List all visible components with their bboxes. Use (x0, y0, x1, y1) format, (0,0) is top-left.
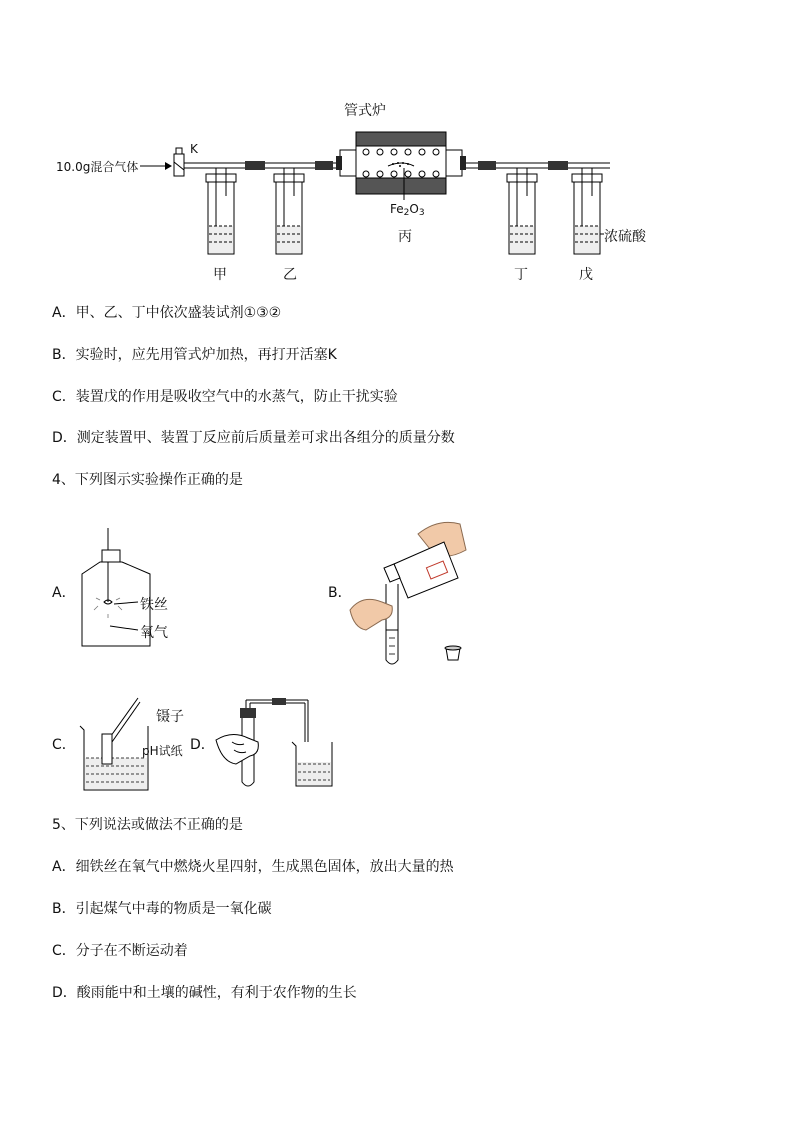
furnace-label: 管式炉 (344, 103, 386, 119)
q3-option-b: B．实验时，应先用管式炉加热，再打开活塞K (52, 347, 337, 363)
q4-option-d-label: D． (190, 737, 215, 753)
q5-option-b: B．引起煤气中毒的物质是一氧化碳 (52, 901, 272, 917)
acid-label: 浓硫酸 (604, 229, 646, 245)
inlet-label: 10.0g混合气体 (56, 160, 139, 174)
label-jia: 甲 (213, 267, 227, 283)
label-bing: 丙 (398, 229, 412, 245)
iron-wire-label: 铁丝 (140, 597, 168, 613)
q4-option-a-label: A． (52, 585, 76, 601)
iron-wire-bottle-drawing (70, 528, 270, 658)
q4-option-c-label: C． (52, 737, 76, 753)
label-yi: 乙 (283, 267, 297, 283)
oxygen-label: 氧气 (140, 625, 168, 641)
q5-option-d: D．酸雨能中和土壤的碱性，有利于农作物的生长 (52, 985, 357, 1001)
tweezers-label: 镊子 (156, 709, 184, 725)
pouring-liquid-drawing (348, 514, 488, 674)
apparatus-drawing (0, 0, 794, 300)
reagent-label: $Fe_2O_3$ (390, 202, 425, 218)
q5-option-c: C．分子在不断运动着 (52, 943, 188, 959)
q4-stem: 4、下列图示实验操作正确的是 (52, 472, 243, 488)
q5-stem: 5、下列说法或做法不正确的是 (52, 817, 243, 833)
q3-option-c: C．装置戊的作用是吸收空气中的水蒸气，防止干扰实验 (52, 389, 398, 405)
ph-paper-label: pH试纸 (142, 744, 183, 758)
label-ding: 丁 (514, 267, 528, 283)
airtightness-check-drawing (212, 694, 372, 794)
q3-option-a: A．甲、乙、丁中依次盛装试剂①③② (52, 305, 282, 321)
q4-option-b-label: B． (328, 585, 352, 601)
valve-label: K (190, 142, 198, 156)
q5-option-a: A．细铁丝在氧气中燃烧火星四射，生成黑色固体，放出大量的热 (52, 859, 454, 875)
label-wu: 戊 (579, 267, 593, 283)
q3-option-d: D．测定装置甲、装置丁反应前后质量差可求出各组分的质量分数 (52, 430, 455, 446)
